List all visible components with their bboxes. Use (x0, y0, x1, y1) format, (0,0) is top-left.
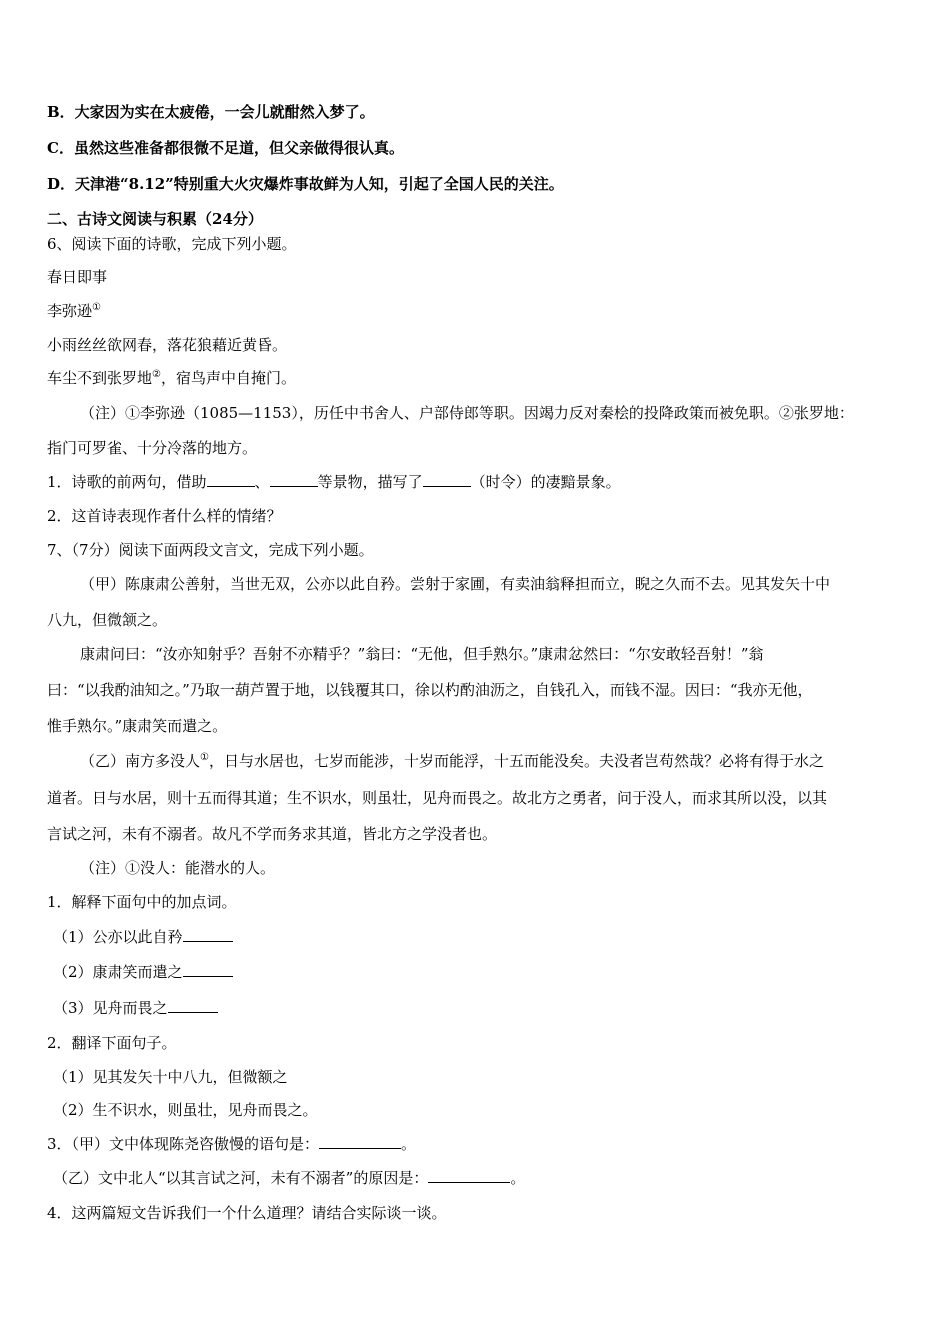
text-jia-line-5: 惟手熟尔。”康肃笑而遣之。 (47, 717, 228, 735)
footnote-mark: ② (152, 369, 161, 380)
q7-sub3-a: 3．（甲）文中体现陈尧咨傲慢的语句是： 。 (47, 1135, 417, 1153)
footnote-mark: ① (200, 752, 209, 763)
option-b: B．大家因为实在太疲倦，一会儿就酣然入梦了。 (47, 103, 375, 121)
section-heading: 二、古诗文阅读与积累（24分） (47, 210, 263, 228)
poem-line-1: 小雨丝丝欲网春，落花狼藉近黄昏。 (47, 336, 288, 354)
poem-note-line-2: 指门可罗雀、十分冷落的地方。 (47, 439, 258, 457)
answer-blank[interactable] (168, 998, 218, 1013)
q7-sub3-b: （乙）文中北人“以其言试之河，未有不溺者”的原因是： 。 (53, 1169, 526, 1187)
q6-prompt: 6、阅读下面的诗歌，完成下列小题。 (47, 235, 297, 253)
poem-line-2: 车尘不到张罗地②，宿鸟声中自掩门。 (47, 369, 296, 387)
q7-sub2-item-1: （1）见其发矢十中八九，但微额之 (53, 1068, 288, 1086)
poem-note-line-1: （注）①李弥逊（1085—1153），历任中书舍人、户部侍郎等职。因竭力反对秦桧的投降政策而被免职。②张罗地： (80, 404, 854, 422)
text-yi-note: （注）①没人：能潜水的人。 (80, 859, 276, 877)
q7-prompt: 7、（7分）阅读下面两段文言文，完成下列小题。 (47, 541, 374, 559)
q7-sub4: 4．这两篇短文告诉我们一个什么道理？请结合实际谈一谈。 (47, 1204, 447, 1222)
text-yi-line-3: 言试之河，未有不溺者。故凡不学而务求其道，皆北方之学没者也。 (47, 825, 498, 843)
answer-blank[interactable] (183, 962, 233, 977)
answer-blank[interactable] (319, 1134, 401, 1149)
q7-sub1-item-1: （1）公亦以此自矜 (53, 927, 233, 947)
text-jia-line-2: 八九，但微颔之。 (47, 611, 168, 629)
q7-sub1: 1．解释下面句中的加点词。 (47, 893, 237, 911)
answer-blank[interactable] (207, 472, 255, 487)
option-d: D．天津港“8.12”特别重大火灾爆炸事故鲜为人知，引起了全国人民的关注。 (47, 175, 564, 193)
text-yi-line-2: 道者。日与水居，则十五而得其道；生不识水，则虽壮，见舟而畏之。故北方之勇者，问于没人，而求其所以没，以其 (47, 789, 828, 807)
answer-blank[interactable] (270, 472, 318, 487)
poem-title: 春日即事 (47, 268, 108, 286)
option-c: C．虽然这些准备都很微不足道，但父亲做得很认真。 (47, 139, 404, 157)
q7-sub2-item-2: （2）生不识水，则虽壮，见舟而畏之。 (53, 1101, 318, 1119)
text-jia-line-1: （甲）陈康肃公善射，当世无双，公亦以此自矜。尝射于家圃，有卖油翁释担而立，睨之久而不去。见其发矢十中 (80, 575, 831, 593)
q6-sub1: 1．诗歌的前两句，借助 、 等景物，描写了 （时令）的凄黯景象。 (47, 473, 621, 491)
q7-sub2: 2．翻译下面句子。 (47, 1034, 177, 1052)
text-yi-line-1: （乙）南方多没人①，日与水居也，七岁而能涉，十岁而能浮，十五而能没矣。夫没者岂苟然哉？必将有得于水之 (80, 752, 824, 770)
q7-sub1-item-3: （3）见舟而畏之 (53, 998, 218, 1018)
text-jia-line-3: 康肃问曰：“汝亦知射乎？吾射不亦精乎？”翁曰：“无他，但手熟尔。”康肃忿然曰：“尔安敢轻吾射！”翁 (80, 645, 764, 663)
answer-blank[interactable] (183, 927, 233, 942)
text-jia-line-4: 曰：“以我酌油知之。”乃取一葫芦置于地，以钱覆其口，徐以杓酌油沥之，自钱孔入，而钱不湿。因曰：“我亦无他， (47, 681, 813, 699)
footnote-mark: ① (92, 302, 101, 313)
poem-author: 李弥逊① (47, 302, 101, 320)
q6-sub2: 2．这首诗表现作者什么样的情绪？ (47, 507, 282, 525)
q7-sub1-item-2: （2）康肃笑而遣之 (53, 962, 233, 982)
answer-blank[interactable] (428, 1168, 510, 1183)
answer-blank[interactable] (423, 472, 471, 487)
